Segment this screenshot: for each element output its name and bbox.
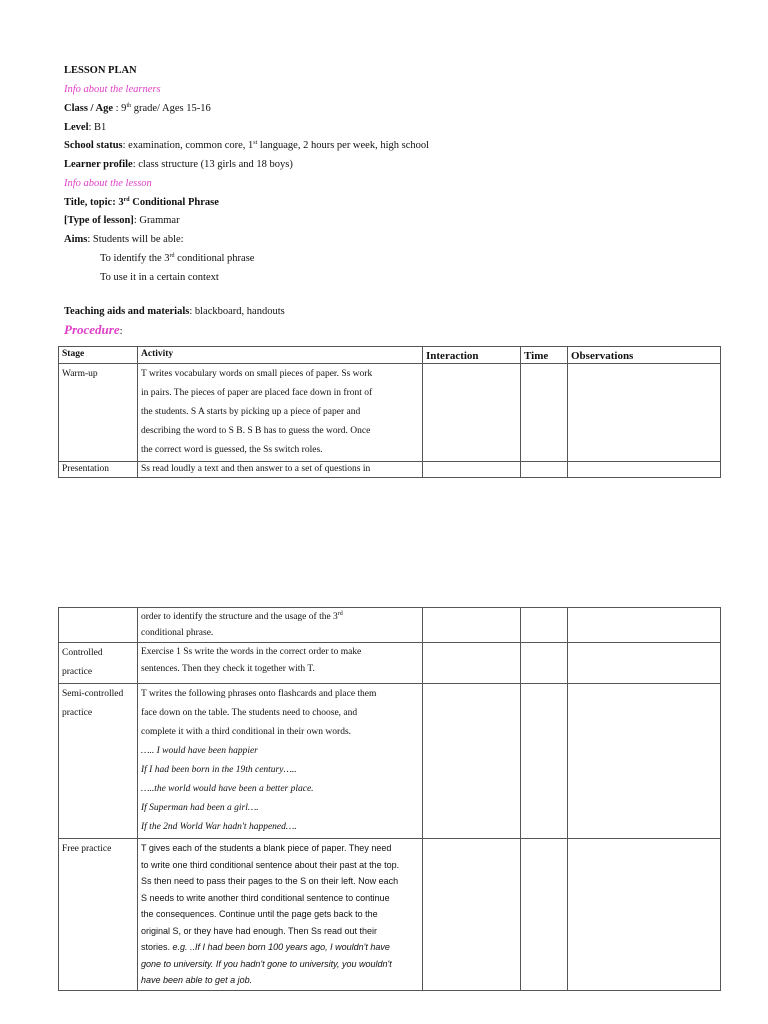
activity-line: to write one third conditional sentence about their past at the top. — [141, 859, 400, 870]
col-observations: Observations — [568, 347, 721, 364]
activity-line — [141, 609, 419, 626]
teaching-aids — [64, 305, 285, 319]
interaction-cell — [423, 462, 521, 478]
section-lesson: Info about the lesson — [64, 178, 152, 189]
interaction-cell — [423, 608, 521, 643]
school-status-value: : examination, common core, 1 — [122, 140, 254, 151]
activity-text: stories. — [141, 942, 173, 952]
stage-cell — [59, 608, 138, 643]
activity-line: original S, or they have had enough. Then Ss read out their — [141, 925, 377, 936]
procedure-colon: : — [119, 326, 123, 337]
table-header-row — [59, 347, 721, 364]
teaching-aids-value: : blackboard, handouts — [189, 306, 285, 317]
activity-line: the correct word is guessed, the Ss switch roles. — [141, 445, 323, 455]
time-cell — [521, 839, 568, 991]
procedure-table-part2 — [58, 607, 721, 991]
activity-cell — [138, 364, 423, 462]
stage-cell: Warm-up — [59, 364, 138, 462]
col-interaction: Interaction — [423, 347, 521, 364]
activity-cell: Ss read loudly a text and then answer to a set of questions in — [138, 462, 423, 478]
title-topic-sup: rd — [123, 197, 130, 203]
aims-value: : Students will be able: — [87, 234, 184, 245]
class-age-rest: grade/ Ages 15-16 — [131, 103, 211, 114]
procedure-table-part1 — [58, 346, 721, 478]
title-topic-label: Title, topic — [64, 197, 113, 208]
class-age-sup: th — [126, 103, 132, 109]
stage-cell: Presentation — [59, 462, 138, 478]
level-label: Level — [64, 122, 89, 133]
school-status-sup: st — [253, 140, 258, 146]
lesson-type-value: : Grammar — [133, 215, 180, 226]
activity-cell — [138, 608, 423, 643]
time-cell — [521, 608, 568, 643]
activity-line — [141, 939, 419, 956]
time-cell — [521, 684, 568, 839]
observations-cell — [568, 462, 721, 478]
section-learners: Info about the learners — [64, 84, 161, 95]
title-topic — [64, 196, 219, 210]
stage-cell: Controlled practice — [59, 643, 138, 684]
aims-label: Aims — [64, 234, 88, 245]
activity-cell — [138, 643, 423, 684]
activity-line: describing the word to S B. S B has to guess the word. Once — [141, 426, 371, 436]
col-time: Time — [521, 347, 568, 364]
stage-cell: Semi-controlled practice — [59, 684, 138, 839]
learner-profile-label: Learner profile — [64, 159, 133, 170]
activity-line: face down on the table. The students need to choose, and — [141, 708, 358, 718]
activity-line: T gives each of the students a blank piece of paper. They need — [141, 843, 392, 853]
table-row — [59, 462, 721, 478]
col-activity: Activity — [138, 347, 423, 364]
activity-line: the students. S A starts by picking up a piece of paper and — [141, 407, 361, 417]
procedure-heading — [64, 323, 123, 339]
level-value: : B1 — [88, 122, 107, 133]
teaching-aids-label: Teaching aids and materials — [64, 306, 190, 317]
activity-line: T writes the following phrases onto flashcards and place them — [141, 689, 377, 699]
school-status — [64, 139, 429, 153]
activity-line: in pairs. The pieces of paper are placed face down in front of — [141, 388, 373, 398]
activity-text: order to identify the structure and the usage of the 3 — [141, 612, 338, 622]
learner-profile — [64, 158, 293, 172]
doc-title: LESSON PLAN — [64, 65, 137, 76]
learner-profile-value: : class structure (13 girls and 18 boys) — [132, 159, 293, 170]
aims — [64, 233, 184, 247]
school-status-rest: language, 2 hours per week, high school — [257, 140, 430, 151]
table-row — [59, 364, 721, 462]
observations-cell — [568, 643, 721, 684]
observations-cell — [568, 364, 721, 462]
school-status-label: School status — [64, 140, 123, 151]
activity-example: If the 2nd World War hadn't happened…. — [141, 822, 297, 832]
observations-cell — [568, 839, 721, 991]
aim-2: To use it in a certain context — [100, 272, 219, 283]
activity-line: sentences. Then they check it together with T. — [141, 664, 315, 674]
time-cell — [521, 643, 568, 684]
title-topic-rest: Conditional Phrase — [129, 197, 219, 208]
activity-example: If I had been born in the 19th century….. — [141, 765, 297, 775]
lesson-type — [64, 214, 180, 228]
activity-example: ….. I would have been happier — [141, 746, 258, 756]
table-row — [59, 684, 721, 839]
activity-example: gone to university. If you hadn't gone to university, you wouldn't — [141, 958, 392, 969]
aim-1 — [100, 252, 254, 266]
activity-sup: rd — [337, 611, 343, 617]
activity-line: complete it with a third conditional in their own words. — [141, 727, 352, 737]
activity-line: S needs to write another third conditional sentence to continue — [141, 892, 390, 903]
activity-example: If Superman had been a girl…. — [141, 803, 259, 813]
activity-line: Exercise 1 Ss write the words in the correct order to make — [141, 647, 362, 657]
table-row — [59, 839, 721, 991]
activity-cell — [138, 684, 423, 839]
observations-cell — [568, 684, 721, 839]
title-topic-value: : 3 — [112, 197, 124, 208]
aim-1-text: To identify the 3 — [100, 253, 170, 264]
time-cell — [521, 462, 568, 478]
class-age-value: : 9 — [115, 103, 127, 114]
interaction-cell — [423, 364, 521, 462]
activity-line: conditional phrase. — [141, 628, 214, 638]
activity-line: T writes vocabulary words on small pieces of paper. Ss work — [141, 369, 373, 379]
aim-1-sup: rd — [169, 253, 175, 259]
level — [64, 121, 106, 135]
interaction-cell — [423, 839, 521, 991]
interaction-cell — [423, 643, 521, 684]
activity-line: the consequences. Continue until the page gets back to the — [141, 909, 378, 919]
activity-example: have been able to get a job. — [141, 975, 253, 985]
aim-1-rest: conditional phrase — [174, 253, 255, 264]
time-cell — [521, 364, 568, 462]
activity-cell — [138, 839, 423, 991]
activity-example: …..the world would have been a better place. — [141, 784, 314, 794]
activity-example: e.g. ..If I had been born 100 years ago, I wouldn't have — [172, 942, 390, 952]
stage-cell: Free practice — [59, 839, 138, 991]
class-age — [64, 102, 211, 116]
interaction-cell — [423, 684, 521, 839]
table-row — [59, 608, 721, 643]
lesson-type-label: [Type of lesson] — [64, 215, 134, 226]
table-row — [59, 643, 721, 684]
col-stage: Stage — [59, 347, 138, 364]
class-age-label: Class / Age — [64, 103, 114, 114]
activity-line: Ss then need to pass their pages to the S on their left. Now each — [141, 876, 399, 886]
procedure-title: Procedure — [64, 322, 120, 337]
observations-cell — [568, 608, 721, 643]
